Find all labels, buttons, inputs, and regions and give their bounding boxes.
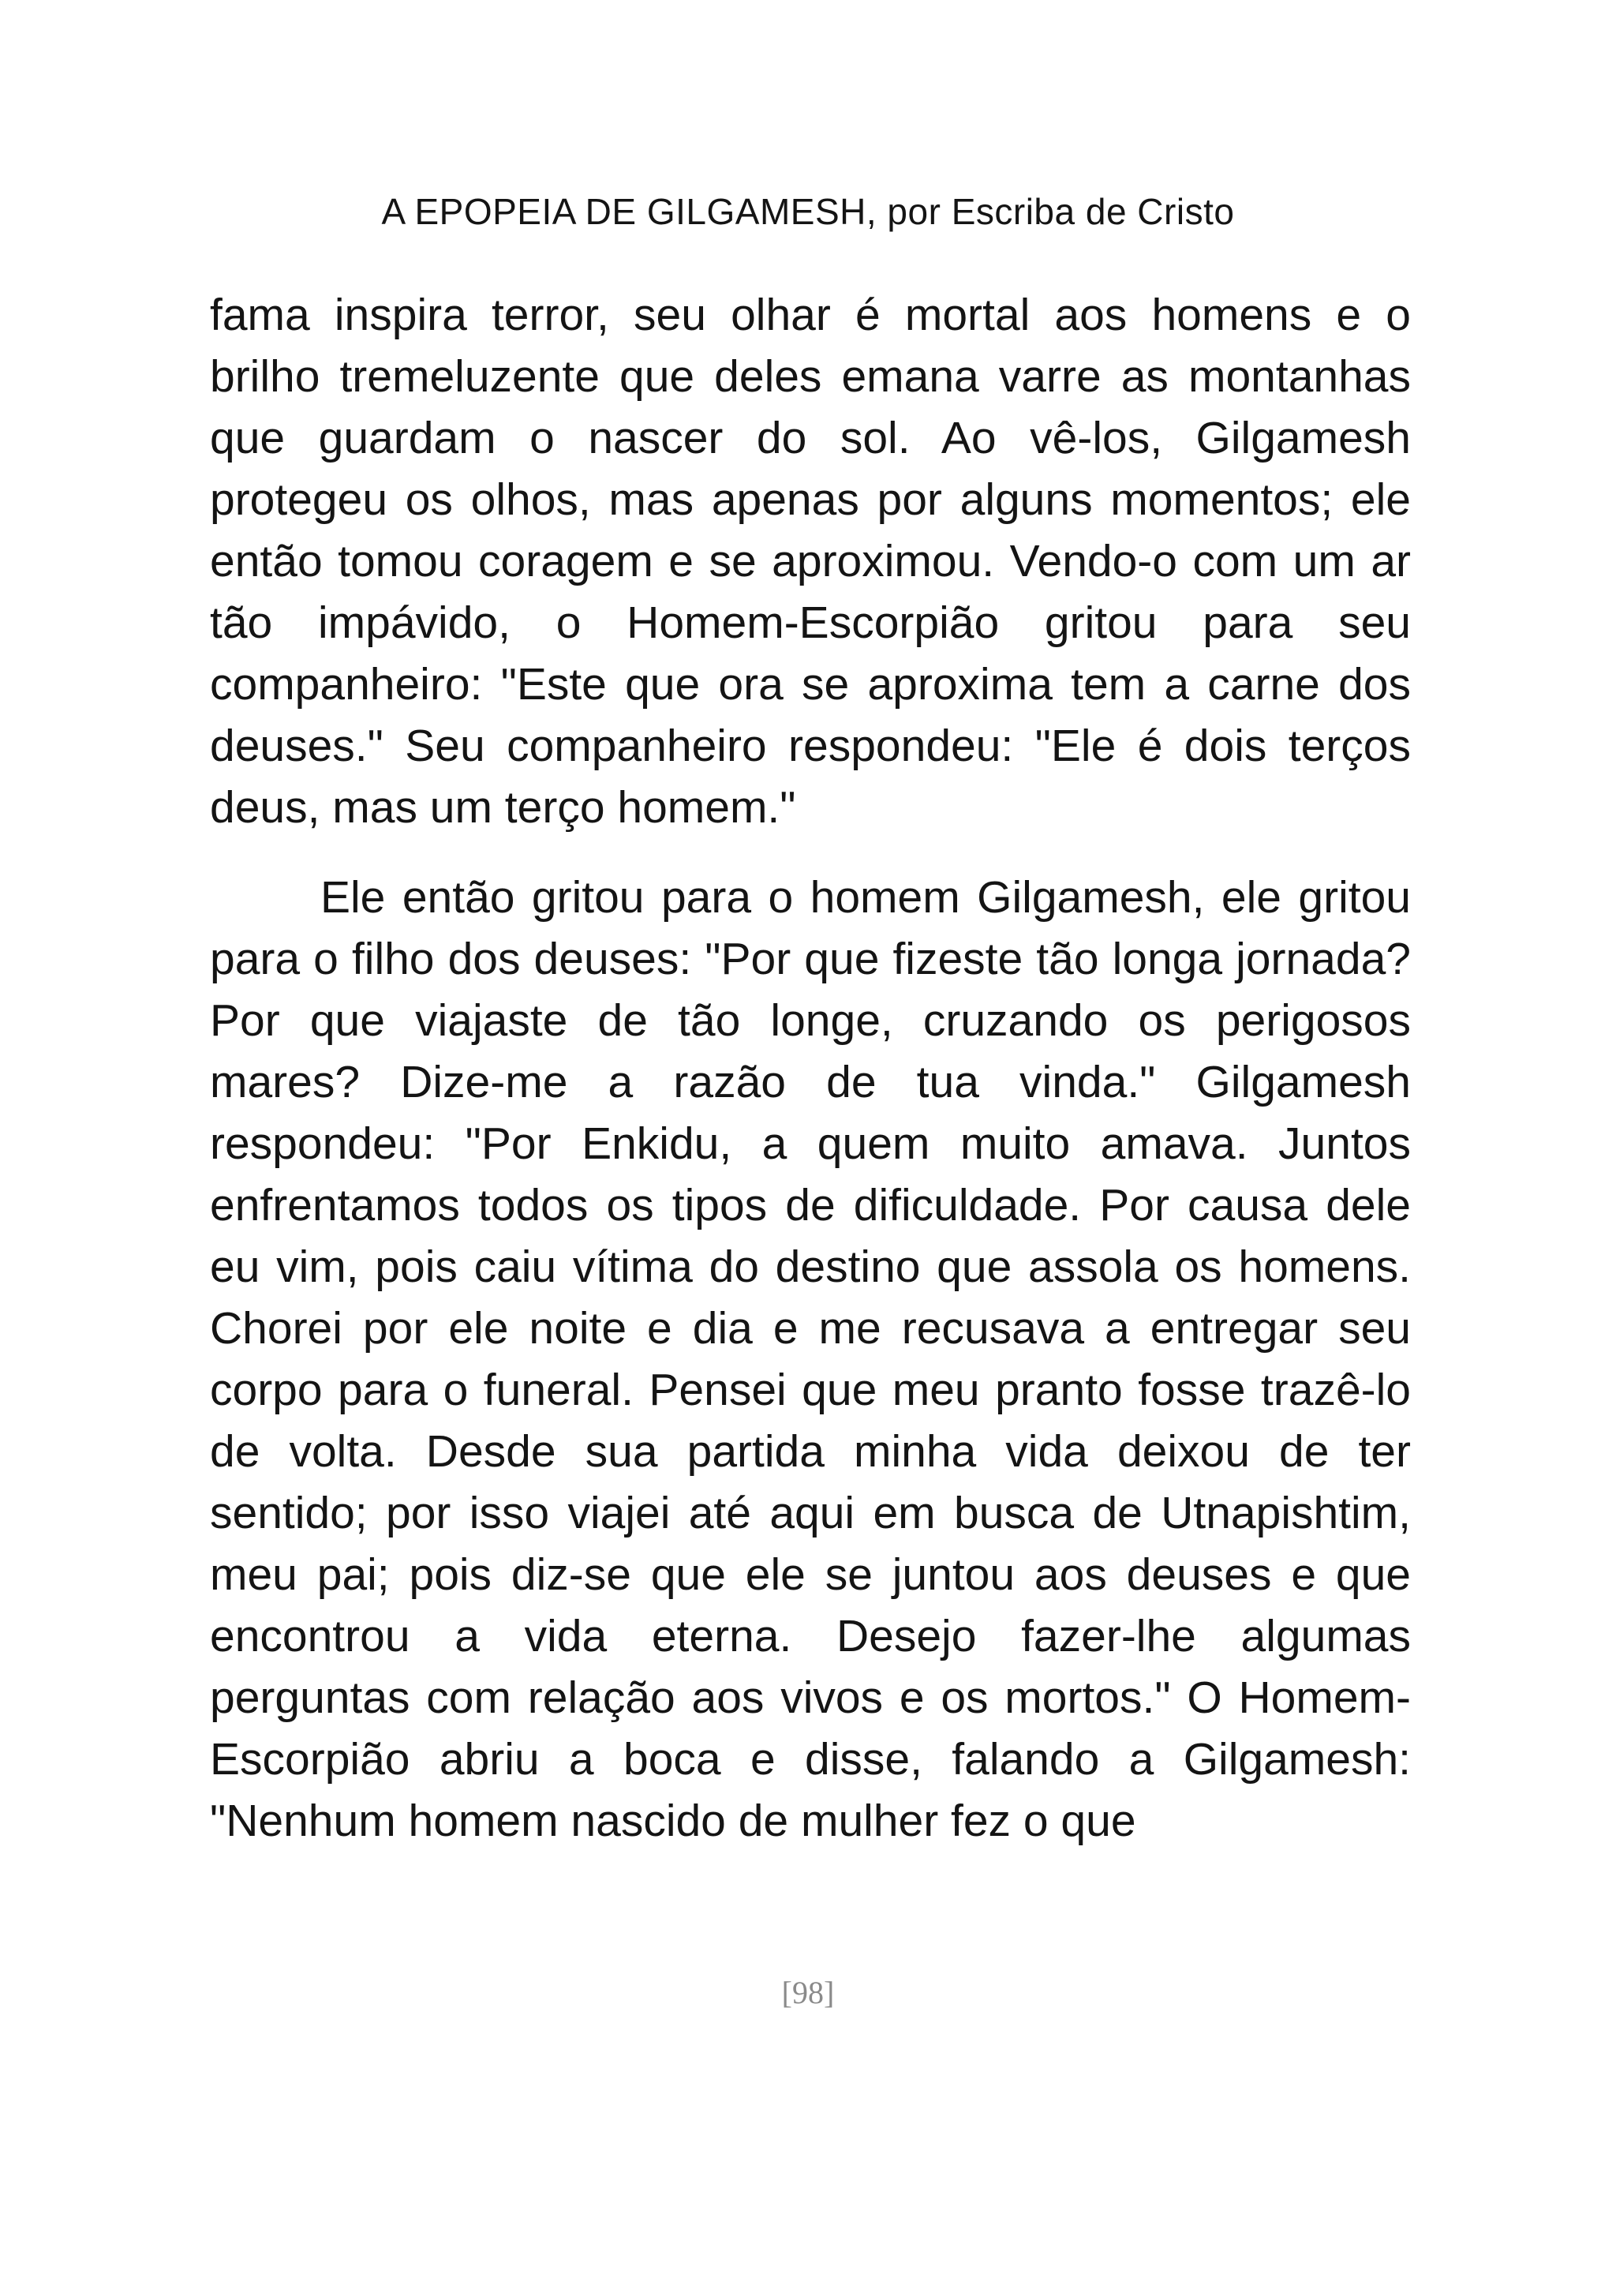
body-text: [210, 284, 1411, 1852]
page-number: [98]: [781, 1975, 835, 2010]
paragraph: Ele então gritou para o homem Gilgamesh, ele gritou para o filho dos deuses: "Por que fizeste tão longa jornada? Por que viajaste de tão longe, cruzando os perigosos mares? Dize-me a razão de tua vinda." Gilgamesh respondeu: "Por Enkidu, a quem muito amava. Juntos enfrentamos todos os tipos de dificuldade. Por causa dele eu vim, pois caiu vítima do destino que assola os homens. Chorei por ele noite e dia e me recusava a entregar seu corpo para o funeral. Pensei que meu pranto fosse trazê-lo de volta. Desde sua partida minha vida deixou de ter sentido; por isso viajei até aqui em busca de Utnapishtim, meu pai; pois diz-se que ele se juntou aos deuses e que encontrou a vida eterna. Desejo fazer-lhe algumas perguntas com relação aos vivos e os mortos." O Homem-Escorpião abriu a boca e disse, falando a Gilgamesh: "Nenhum homem nascido de mulher fez o que: [210, 872, 1411, 1846]
paragraph: fama inspira terror, seu olhar é mortal aos homens e o brilho tremeluzente que deles emana varre as montanhas que guardam o nascer do sol. Ao vê-los, Gilgamesh protegeu os olhos, mas apenas por alguns momentos; ele então tomou coragem e se aproximou. Vendo-o com um ar tão impávido, o Homem-Escorpião gritou para seu companheiro: "Este que ora se aproxima tem a carne dos deuses." Seu companheiro respondeu: "Ele é dois terços deus, mas um terço homem.": [210, 290, 1411, 833]
running-header: A EPOPEIA DE GILGAMESH, por Escriba de Cristo: [381, 191, 1235, 232]
